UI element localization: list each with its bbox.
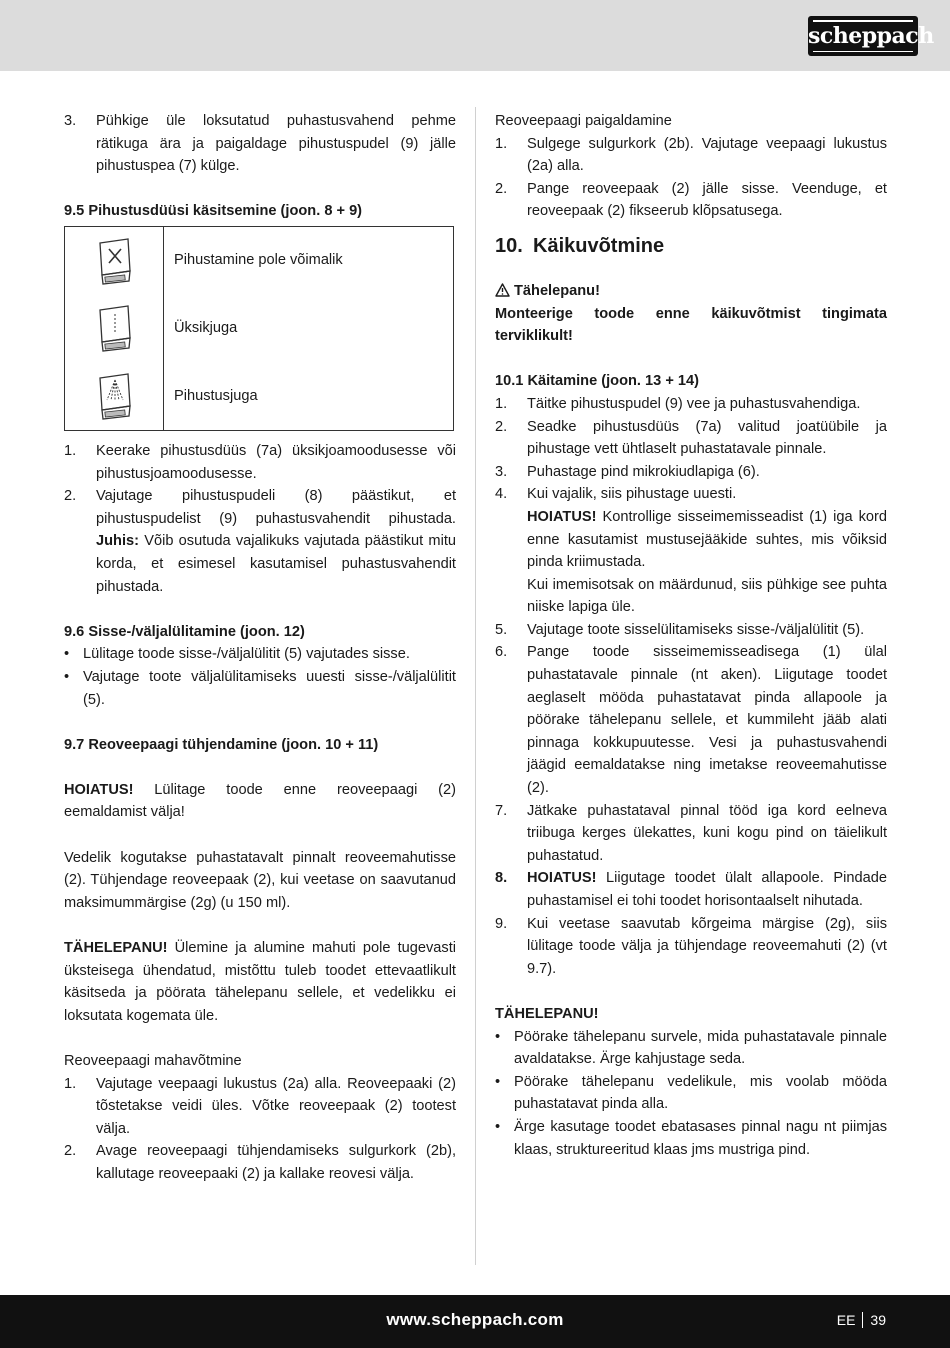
list-item: 1. Sulgege sulgurkork (2b). Vajutage veepaagi lukustus (2a) alla. (495, 135, 887, 175)
body-paragraph: Vedelik kogutakse puhastatavalt pinnalt reoveemahutisse (2). Tühjendage reoveepaak (2), kui veetase on saavutanud maksimummärgise (2g) (u 150 ml). (64, 849, 456, 911)
nozzle-mode-table (64, 226, 454, 431)
section-heading-10-1: 10.1 Käitamine (joon. 13 + 14) (495, 373, 699, 390)
list-item: 1. Täitke pihustuspudel (9) vee ja puhastusvahendiga. (495, 395, 861, 412)
section-heading-9-6: 9.6 Sisse-/väljalülitamine (joon. 12) (64, 623, 305, 640)
install-heading: Reoveepaagi paigaldamine (495, 113, 672, 129)
table-cell: Üksikjuga (174, 320, 238, 337)
table-cell: Pihustusjuga (174, 387, 258, 404)
table-row (65, 362, 454, 430)
list-item: 8. HOIATUS! Liigutage toodet ülalt allapoole. Pindade puhastamisel ei tohi toodet horisontaalselt nihutada. (495, 870, 887, 909)
nozzle-spray-icon (65, 362, 164, 430)
list-item: 3. Puhastage pind mikrokiudlapiga (6). (495, 463, 760, 480)
table-row (65, 294, 454, 362)
list-item: 4. Kui vajalik, siis pihustage uuesti. HOIATUS! Kontrollige sisseimemisseadist (1) iga kord enne kasutamist mustusejääkide suhtes, mis võiksid pinda kriimustada. Kui imemisotsak on määrdunud, siis pühkige see puhta niiske lapiga üle. (495, 486, 887, 616)
list-item: • Pöörake tähelepanu vedelikule, mis voolab mööda puhastatavat pinda alla. (495, 1073, 887, 1113)
note-label: Juhis: (96, 533, 139, 550)
page-footer (0, 1295, 950, 1348)
list-item: • Pöörake tähelepanu survele, mida puhastatavale pinnale avaldatakse. Ärge kahjustage seda. (495, 1028, 887, 1068)
table-cell: Pihustamine pole võimalik (174, 252, 343, 269)
attention-heading: Tähelepanu! (495, 280, 887, 303)
warning-paragraph: HOIATUS! Lülitage toode enne reoveepaagi (2) eemaldamist välja! (64, 781, 456, 821)
nozzle-jet-icon (65, 294, 164, 362)
column-divider (475, 107, 476, 1265)
list-item: 2. Seadke pihustusdüüs (7a) valitud joatüübile ja pihustage vett ühtlaselt puhastatavale pinnale. (495, 418, 887, 458)
attention-text: Monteerige toode enne käikuvõtmist tingimata terviklikult! (495, 305, 887, 345)
section-heading-9-5: 9.5 Pihustusdüüsi käsitsemine (joon. 8 + 9) (64, 203, 363, 220)
final-attention-heading: TÄHELEPANU! (495, 1005, 599, 1022)
list-item: 2. Vajutage pihustuspudeli (8) päästikut, et pihustuspudelist (9) puhastusvahendit pihustada. Juhis: Võib osutuda vajalikuks vajutada päästikut mitu korda, et esimesel kasutamisel puhastusvahendit pihustada. (64, 488, 456, 595)
list-item: 1. Keerake pihustusdüüs (7a) üksikjoamoodusesse või pihustusjoamoodusesse. (64, 442, 456, 482)
section-heading-9-7: 9.7 Reoveepaagi tühjendamine (joon. 10 + 11) (64, 736, 379, 753)
warning-triangle-icon (495, 283, 510, 297)
list-item: 5. Vajutage toote sisselülitamiseks sisse-/väljalülitit (5). (495, 621, 865, 638)
list-item: 7. Jätkake puhastataval pinnal tööd iga kord eelneva triibuga kerges ülekattes, kuni kogu pind on täielikult puhastatud. (495, 802, 887, 864)
page-header (0, 0, 950, 71)
list-item: 1. Vajutage veepaagi lukustus (2a) alla. Reoveepaaki (2) tõstetakse veidi üles. Võtke reoveepaak (2) tootest välja. (64, 1075, 456, 1137)
list-item: • Ärge kasutage toodet ebatasases pinnal nagu nt piimjas klaas, struktureeritud klaas jms mustriga pind. (495, 1118, 887, 1158)
attention-paragraph: TÄHELEPANU! Ülemine ja alumine mahuti pole tugevasti üksteisega ühendatud, mistõttu tuleb toodet ettevaatlikult käsitseda ja pöörata tähelepanu sellele, et vedelikku ei loksutata kogemata üle. (64, 940, 456, 1024)
list-item: • Vajutage toote väljalülitamiseks uuesti sisse-/väljalülitit (5). (64, 668, 456, 708)
list-item: • Lülitage toode sisse-/väljalülitit (5) vajutades sisse. (64, 646, 410, 663)
right-column (495, 110, 887, 1161)
list-item: 9. Kui veetase saavutab kõrgeima märgise (2g), siis lülitage toode välja ja tühjendage reoveemahuti (2) (vt 9.7). (495, 915, 887, 977)
list-item: 2. Pange reoveepaak (2) jälle sisse. Veenduge, et reoveepaak (2) fikseerub klõpsatusega. (495, 180, 887, 220)
table-row (65, 226, 454, 294)
chapter-heading: 10. Käikuvõtmine (495, 234, 665, 257)
list-item: 6. Pange toode sisseimemisseadisega (1) ülal puhastatavale pinnale (nt aken). Liigutage toodet aeglaselt mööda puhastatavat pinda allapoole ja pöörake tähelepanu sellele, et kummileht jääb alati pinnaga kokkupuutesse. Vesi ja puhastusvahendi jäägid eemaldatakse ning imetakse reoveemahutisse (2). (495, 644, 887, 797)
list-item: 3. Pühkige üle loksutatud puhastusvahend pehme rätikuga ära ja paigaldage pihustuspudel (9) jälle pihustuspea (7) külge. (64, 113, 456, 175)
removal-heading: Reoveepaagi mahavõtmine (64, 1053, 242, 1069)
list-item: 2. Avage reoveepaagi tühjendamiseks sulgurkork (2b), kallutage reoveepaaki (2) ja kallake reovesi välja. (64, 1143, 456, 1182)
website-link[interactable]: www.scheppach.com (386, 1310, 564, 1329)
page-number: EE 39 (836, 1312, 886, 1328)
scheppach-logo: scheppach (808, 16, 918, 56)
nozzle-off-icon (65, 226, 164, 294)
left-column (64, 110, 456, 1186)
